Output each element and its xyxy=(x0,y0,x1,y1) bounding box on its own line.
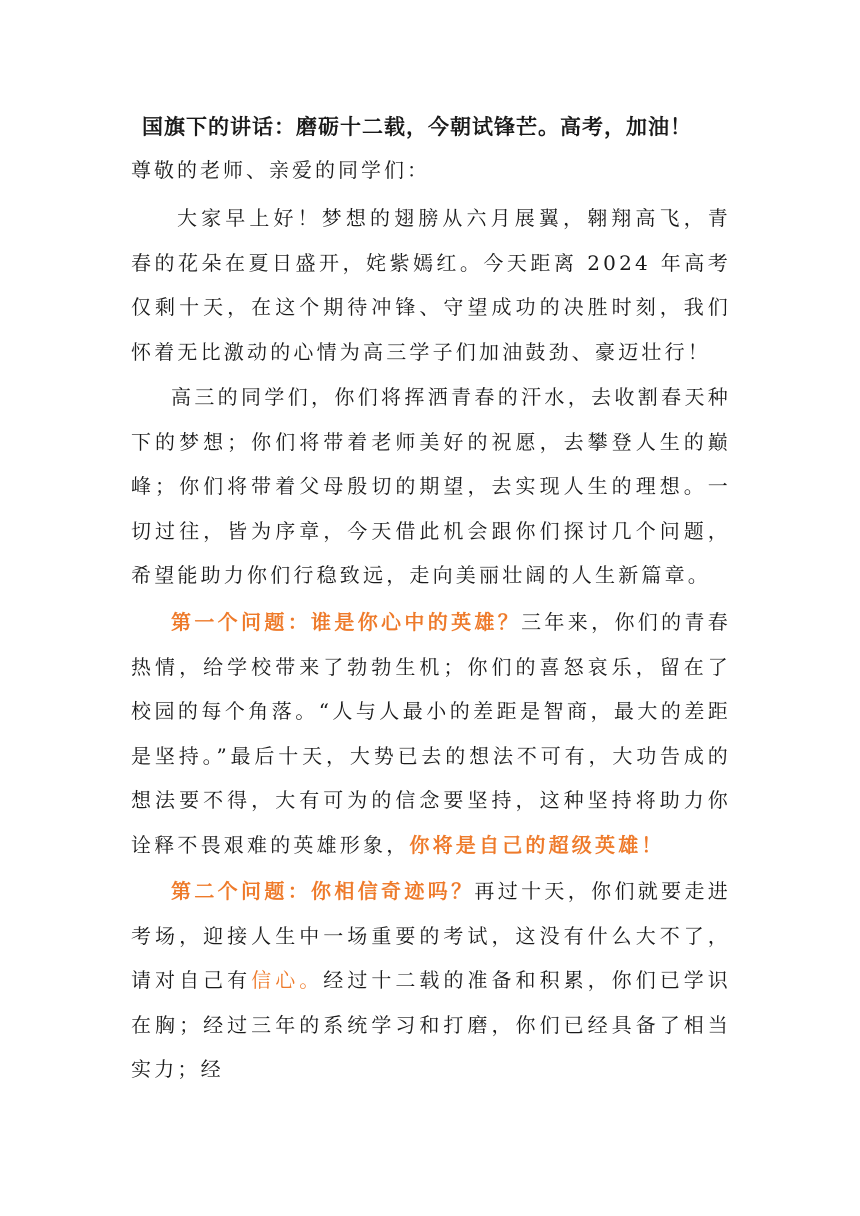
paragraph-question-one xyxy=(131,600,731,867)
salutation: 尊敬的老师、亲爱的同学们： xyxy=(131,158,430,182)
question-two-body-part2: 经过十二载的准备和积累，你们已学识在胸；经过三年的系统学习和打磨，你们已经具备了相当实力；经 xyxy=(131,968,732,1081)
paragraph-intro: 高三的同学们，你们将挥洒青春的汗水，去收割春天种下的梦想；你们将带着老师美好的祝愿，去攀登人生的巅峰；你们将带着父母殷切的期望，去实现人生的理想。一切过往，皆为序章，今天借此机会跟你们探讨几个问题，希望能助力你们行稳致远，走向美丽壮阔的人生新篇章。 xyxy=(131,385,731,587)
question-two-heading: 第二个问题：你相信奇迹吗？ xyxy=(171,879,475,903)
speech-title: 国旗下的讲话：磨砺十二载，今朝试锋芒。高考，加油！ xyxy=(142,114,692,139)
paragraph-question-two xyxy=(131,869,731,1092)
question-two-highlight: 信心。 xyxy=(251,968,324,992)
question-two-body-part1: 再过十天，你们就要走进考场，迎接人生中一场重要的考试，这没有什么大不了，请对自己有 xyxy=(131,879,731,992)
question-one-body: 三年来，你们的青春热情，给学校带来了勃勃生机；你们的喜怒哀乐，留在了校园的每个角落。“人与人最小的差距是智商，最大的差距是坚持。”最后十天，大势已去的想法不可有，大功告成的想法要不得，大有可为的信念要坚持，这种坚持将助力你诠释不畏艰难的英雄形象， xyxy=(131,610,732,857)
question-one-highlight: 你将是自己的超级英雄！ xyxy=(409,832,665,857)
paragraph-greeting: 大家早上好！梦想的翅膀从六月展翼，翱翔高飞，青春的花朵在夏日盛开，姹紫嫣红。今天距离 2024 年高考仅剩十天，在这个期待冲锋、守望成功的决胜时刻，我们怀着无比激动的心情为高三学子们加油鼓劲、豪迈壮行！ xyxy=(131,206,731,364)
question-one-heading: 第一个问题：谁是你心中的英雄？ xyxy=(171,610,522,634)
